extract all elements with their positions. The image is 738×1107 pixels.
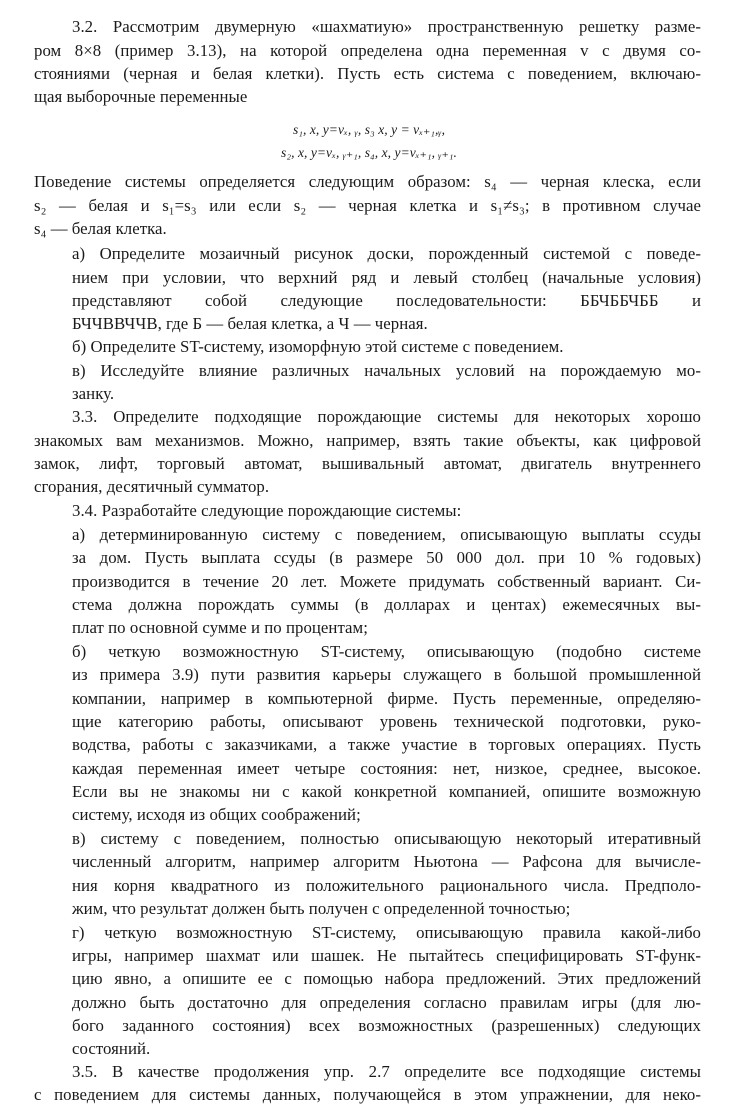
text-line: б) четкую возможностную ST-систему, описывающую (подобно системе xyxy=(72,642,701,661)
text-line: производится в течение 20 лет. Можете придумать собственный вариант. Си- xyxy=(72,572,701,591)
text-line: щая выборочные переменные xyxy=(34,87,248,106)
text-line: Поведение системы определяется следующим образом: s₄ — черная клеска, если xyxy=(34,172,701,191)
text-line: г) четкую возможностную ST-систему, описывающую правила какой-либо xyxy=(72,923,701,942)
text-line: цию явно, а опишите ее с помощью набора предложений. Этих предложений xyxy=(72,969,701,988)
text-line: численный алгоритм, например алгоритм Ньютона — Рафсона для вычисле- xyxy=(72,852,701,871)
text-line: щие категорию работы, описывают уровень технической подготовки, руко- xyxy=(72,712,701,731)
text-line: из примера 3.9) пути развития карьеры служащего в большой промышленной xyxy=(72,665,701,684)
text-line: стояниями (черная и белая клетки). Пусть есть система с поведением, включаю- xyxy=(34,64,701,83)
text-line: 3.3. Определите подходящие порождающие системы для некоторых хорошо xyxy=(72,407,701,426)
text-line: каждая переменная имеет четыре состояния: нет, низкое, среднее, высокое. xyxy=(72,759,701,778)
text-line: б) Определите ST-систему, изоморфную этой системе с поведением. xyxy=(72,337,564,356)
formula-line: s₂, x, y=vₓ, ᵧ₊₁, s₄, x, y=vₓ₊₁, ᵧ₊₁. xyxy=(281,145,457,160)
text-line: состояний. xyxy=(72,1039,151,1058)
text-line: жим, что результат должен быть получен с определенной точностью; xyxy=(72,899,571,918)
text-line: систему, исходя из общих соображений; xyxy=(72,805,361,824)
text-line: должно быть достаточно для определения согласно правилам игры (для лю- xyxy=(72,993,701,1012)
text-line: БЧЧВВЧЧВ, где Б — белая клетка, а Ч — черная. xyxy=(72,314,428,333)
text-line: а) детерминированную систему с поведением, описывающую выплаты ссуды xyxy=(72,525,701,544)
formula-line: s₁, x, y=vₓ, ᵧ, s₃ x, y = vₓ₊₁,ᵧ, xyxy=(292,122,446,137)
text-line: занку. xyxy=(72,384,115,403)
text-line: 3.5. В качестве продолжения упр. 2.7 определите все подходящие системы xyxy=(72,1062,701,1081)
text-line: игры, например шахмат или шашек. Не пытайтесь специфицировать ST-функ- xyxy=(72,946,701,965)
text-line: а) Определите мозаичный рисунок доски, порожденный системой с поведе- xyxy=(72,244,701,263)
text-line: 3.4. Разработайте следующие порождающие системы: xyxy=(72,501,462,520)
text-line: замок, лифт, торговый автомат, вышивальный автомат, двигатель внутреннего xyxy=(34,454,701,473)
text-line: s₂ — белая и s₁=s₃ или если s₂ — черная клетка и s₁≠s₃; в противном случае xyxy=(34,196,701,215)
text-line: сгорания, десятичный сумматор. xyxy=(34,477,270,496)
text-line: Если вы не знакомы ни с какой конкретной компанией, опишите возможную xyxy=(72,782,701,801)
text-line: ния корня квадратного из положительного рационального числа. Предполо- xyxy=(72,876,701,895)
text-line: бого заданного состояния) всех возможностных (разрешенных) следующих xyxy=(72,1016,701,1035)
text-line: с поведением для системы данных, получающейся в этом упражнении, для неко- xyxy=(34,1085,701,1104)
text-line: за дом. Пусть выплата ссуды (в размере 50 000 дол. при 10 % годовых) xyxy=(72,548,701,567)
text-line: в) систему с поведением, полностью описывающую некоторый итеративный xyxy=(72,829,701,848)
text-line: представляют собой следующие последовательности: ББЧББЧББ и xyxy=(72,291,701,310)
text-line: компании, например в компьютерной фирме. Пусть переменные, определяю- xyxy=(72,689,701,708)
text-line: s₄ — белая клетка. xyxy=(34,219,167,238)
text-line: плат по основной сумме и по процентам; xyxy=(72,618,368,637)
text-line: знакомых вам механизмов. Можно, например, взять такие объекты, как цифровой xyxy=(34,431,701,450)
text-line: 3.2. Рассмотрим двумерную «шахматиую» пространственную решетку разме- xyxy=(72,17,701,36)
text-line: в) Исследуйте влияние различных начальных условий на порождаемую мо- xyxy=(72,361,701,380)
text-line: нием при условии, что верхний ряд и левый столбец (начальные условия) xyxy=(72,268,701,287)
text-line: стема должна порождать суммы (в долларах и центах) ежемесячных вы- xyxy=(72,595,701,614)
text-line: ром 8×8 (пример 3.13), на которой определена одна переменная v с двумя со- xyxy=(34,41,701,60)
text-line: водства, работы с заказчиками, а также участие в торговых операциях. Пусть xyxy=(72,735,701,754)
